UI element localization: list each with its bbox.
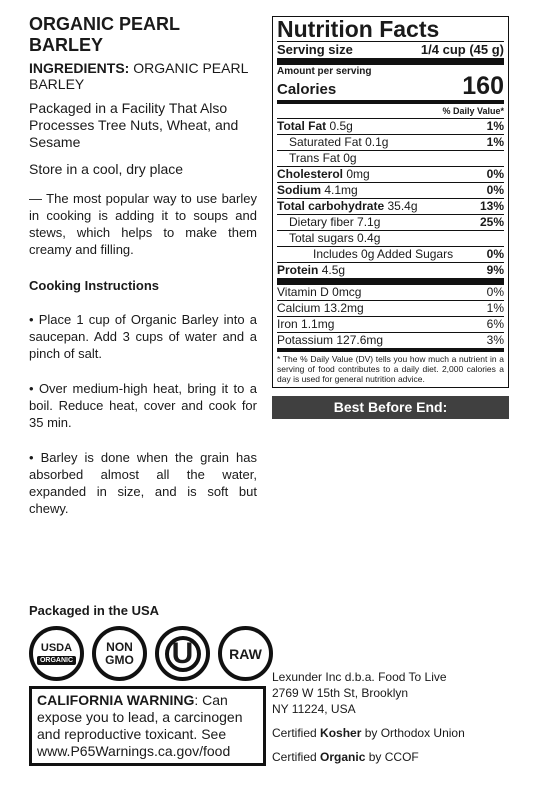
certification-logos xyxy=(29,626,273,681)
nutrient-label: Total Fat xyxy=(277,119,327,133)
nutrient-label: Total sugars xyxy=(289,231,354,245)
company-name: Lexunder Inc d.b.a. Food To Live xyxy=(272,670,447,684)
vitamin-amount: 1.1mg xyxy=(301,317,335,331)
nutrition-facts-panel xyxy=(272,16,509,388)
cooking-step: • Barley is done when the grain has absorbed almost all the water, expanded in size, and is soft but chewy. xyxy=(29,450,257,516)
cert-suffix: by CCOF xyxy=(365,750,419,764)
nutrient-row xyxy=(277,118,504,134)
cert-prefix: Certified xyxy=(272,750,321,764)
company-info xyxy=(272,669,465,765)
nutrient-label: Includes 0g Added Sugars xyxy=(313,247,454,261)
nutrient-amount: 0g xyxy=(343,151,357,165)
packaged-in-usa: Packaged in the USA xyxy=(29,603,160,618)
nutrient-label: Protein xyxy=(277,263,319,277)
usda-organic-icon xyxy=(29,626,84,681)
nutrient-row xyxy=(277,166,504,182)
nutrient-amount: 7.1g xyxy=(357,215,381,229)
nutrient-label: Sodium xyxy=(277,183,321,197)
nutrient-dv: 0% xyxy=(486,167,504,181)
nutrition-title: Nutrition Facts xyxy=(277,16,440,42)
cert-organic-word: Organic xyxy=(320,750,366,764)
product-title: ORGANIC PEARL BARLEY xyxy=(29,14,180,55)
vitamin-dv: 1% xyxy=(486,301,504,315)
nutrient-amount: 0.4g xyxy=(357,231,381,245)
daily-value-header: % Daily Value* xyxy=(277,100,504,118)
storage-statement: Store in a cool, dry place xyxy=(29,161,184,177)
vitamin-row xyxy=(277,278,504,300)
nutrient-label: Total carbohydrate xyxy=(277,199,385,213)
nutrient-label: Dietary fiber xyxy=(289,215,354,229)
daily-value-footnote: * The % Daily Value (DV) tells you how much a nutrient in a serving of food contributes to a daily diet. 2,000 calories a day is used for general nutrition advice. xyxy=(277,348,504,384)
gmo-text: GMO xyxy=(105,652,134,667)
ingredients-label: INGREDIENTS: xyxy=(29,60,130,76)
vitamin-label: Vitamin D xyxy=(277,285,329,299)
kosher-certification xyxy=(272,725,465,741)
nutrient-dv: 1% xyxy=(486,135,504,149)
organic-certification xyxy=(272,749,465,765)
facility-statement: Packaged in a Facility That Also Processes Tree Nuts, Wheat, and Sesame xyxy=(29,100,239,150)
nutrient-amount: 0.1g xyxy=(365,135,389,149)
usda-text: USDA xyxy=(40,642,73,654)
calories-label: Calories xyxy=(277,81,337,98)
cooking-title: Cooking Instructions xyxy=(29,278,159,293)
nutrient-amount: 4.1mg xyxy=(324,183,358,197)
calories-block xyxy=(277,58,504,100)
amount-label: Amount per serving xyxy=(277,66,372,77)
nutrient-row xyxy=(277,262,504,278)
raw-text: RAW xyxy=(229,645,262,662)
nutrient-amount: 0.5g xyxy=(329,119,353,133)
usda-organic-text: ORGANIC xyxy=(37,656,76,665)
vitamin-amount: 13.2mg xyxy=(323,301,364,315)
nutrient-row xyxy=(277,134,504,150)
nutrient-dv: 0% xyxy=(486,247,504,261)
serving-size-row xyxy=(277,41,504,58)
vitamin-row xyxy=(277,316,504,332)
nutrient-row xyxy=(277,230,504,246)
calories-row xyxy=(277,73,504,100)
vitamin-amount: 127.6mg xyxy=(336,333,384,347)
kosher-u-text: U xyxy=(165,636,201,672)
serving-value: 1/4 cup (45 g) xyxy=(420,42,504,57)
nutrient-label: Saturated Fat xyxy=(289,135,362,149)
nutrient-row xyxy=(277,246,504,262)
nutrient-row xyxy=(277,214,504,230)
cert-kosher-word: Kosher xyxy=(320,726,362,740)
kosher-ou-icon xyxy=(155,626,210,681)
cert-prefix: Certified xyxy=(272,726,321,740)
vitamin-amount: 0mcg xyxy=(332,285,362,299)
company-street: 2769 W 15th St, Brooklyn xyxy=(272,686,409,700)
nutrient-row xyxy=(277,198,504,214)
left-column xyxy=(29,14,257,517)
nutrient-amount: 4.5g xyxy=(321,263,346,277)
cooking-step: • Over medium-high heat, bring it to a boil. Reduce heat, cover and cook for 35 min. xyxy=(29,381,257,430)
nutrient-label: Cholesterol xyxy=(277,167,344,181)
vitamin-label: Iron xyxy=(277,317,298,331)
product-description: — The most popular way to use barley in cooking is adding it to soups and stews, which helps to make them creamy and filling. xyxy=(29,191,257,257)
california-warning-box xyxy=(29,686,266,766)
nutrient-row xyxy=(277,150,504,166)
nutrient-amount: 0mg xyxy=(346,167,370,181)
vitamin-row xyxy=(277,300,504,316)
vitamin-dv: 3% xyxy=(486,333,504,347)
nutrient-dv: 25% xyxy=(479,215,504,229)
nutrient-dv: 13% xyxy=(479,199,504,213)
nutrient-amount: 35.4g xyxy=(387,199,418,213)
vitamin-row xyxy=(277,332,504,348)
serving-label: Serving size xyxy=(277,42,353,57)
nutrient-dv: 0% xyxy=(486,183,504,197)
raw-icon xyxy=(218,626,273,681)
vitamin-dv: 6% xyxy=(486,317,504,331)
vitamin-label: Calcium xyxy=(277,301,321,315)
warning-text: : Can expose you to lead, a carcinogen and reproductive toxicant. See www.P65Warnings.ca.gov/food xyxy=(37,692,243,759)
warning-label: CALIFORNIA WARNING xyxy=(37,692,195,708)
company-city: NY 11224, USA xyxy=(272,702,356,716)
nutrient-label: Trans Fat xyxy=(289,151,340,165)
nutrient-dv: 1% xyxy=(486,119,504,133)
non-gmo-icon xyxy=(92,626,147,681)
vitamin-dv: 0% xyxy=(486,285,504,299)
nutrient-dv: 9% xyxy=(486,263,504,277)
vitamin-label: Potassium xyxy=(277,333,334,347)
best-before-banner: Best Before End: xyxy=(272,396,509,419)
non-text: NON xyxy=(106,639,133,654)
ingredients xyxy=(29,60,257,92)
nutrient-row xyxy=(277,182,504,198)
ingredients-value: ORGANIC PEARL BARLEY xyxy=(29,60,248,92)
cert-suffix: by Orthodox Union xyxy=(361,726,465,740)
calories-value: 160 xyxy=(462,72,504,100)
cooking-step: • Place 1 cup of Organic Barley into a saucepan. Add 3 cups of water and a pinch of salt. xyxy=(29,312,257,361)
